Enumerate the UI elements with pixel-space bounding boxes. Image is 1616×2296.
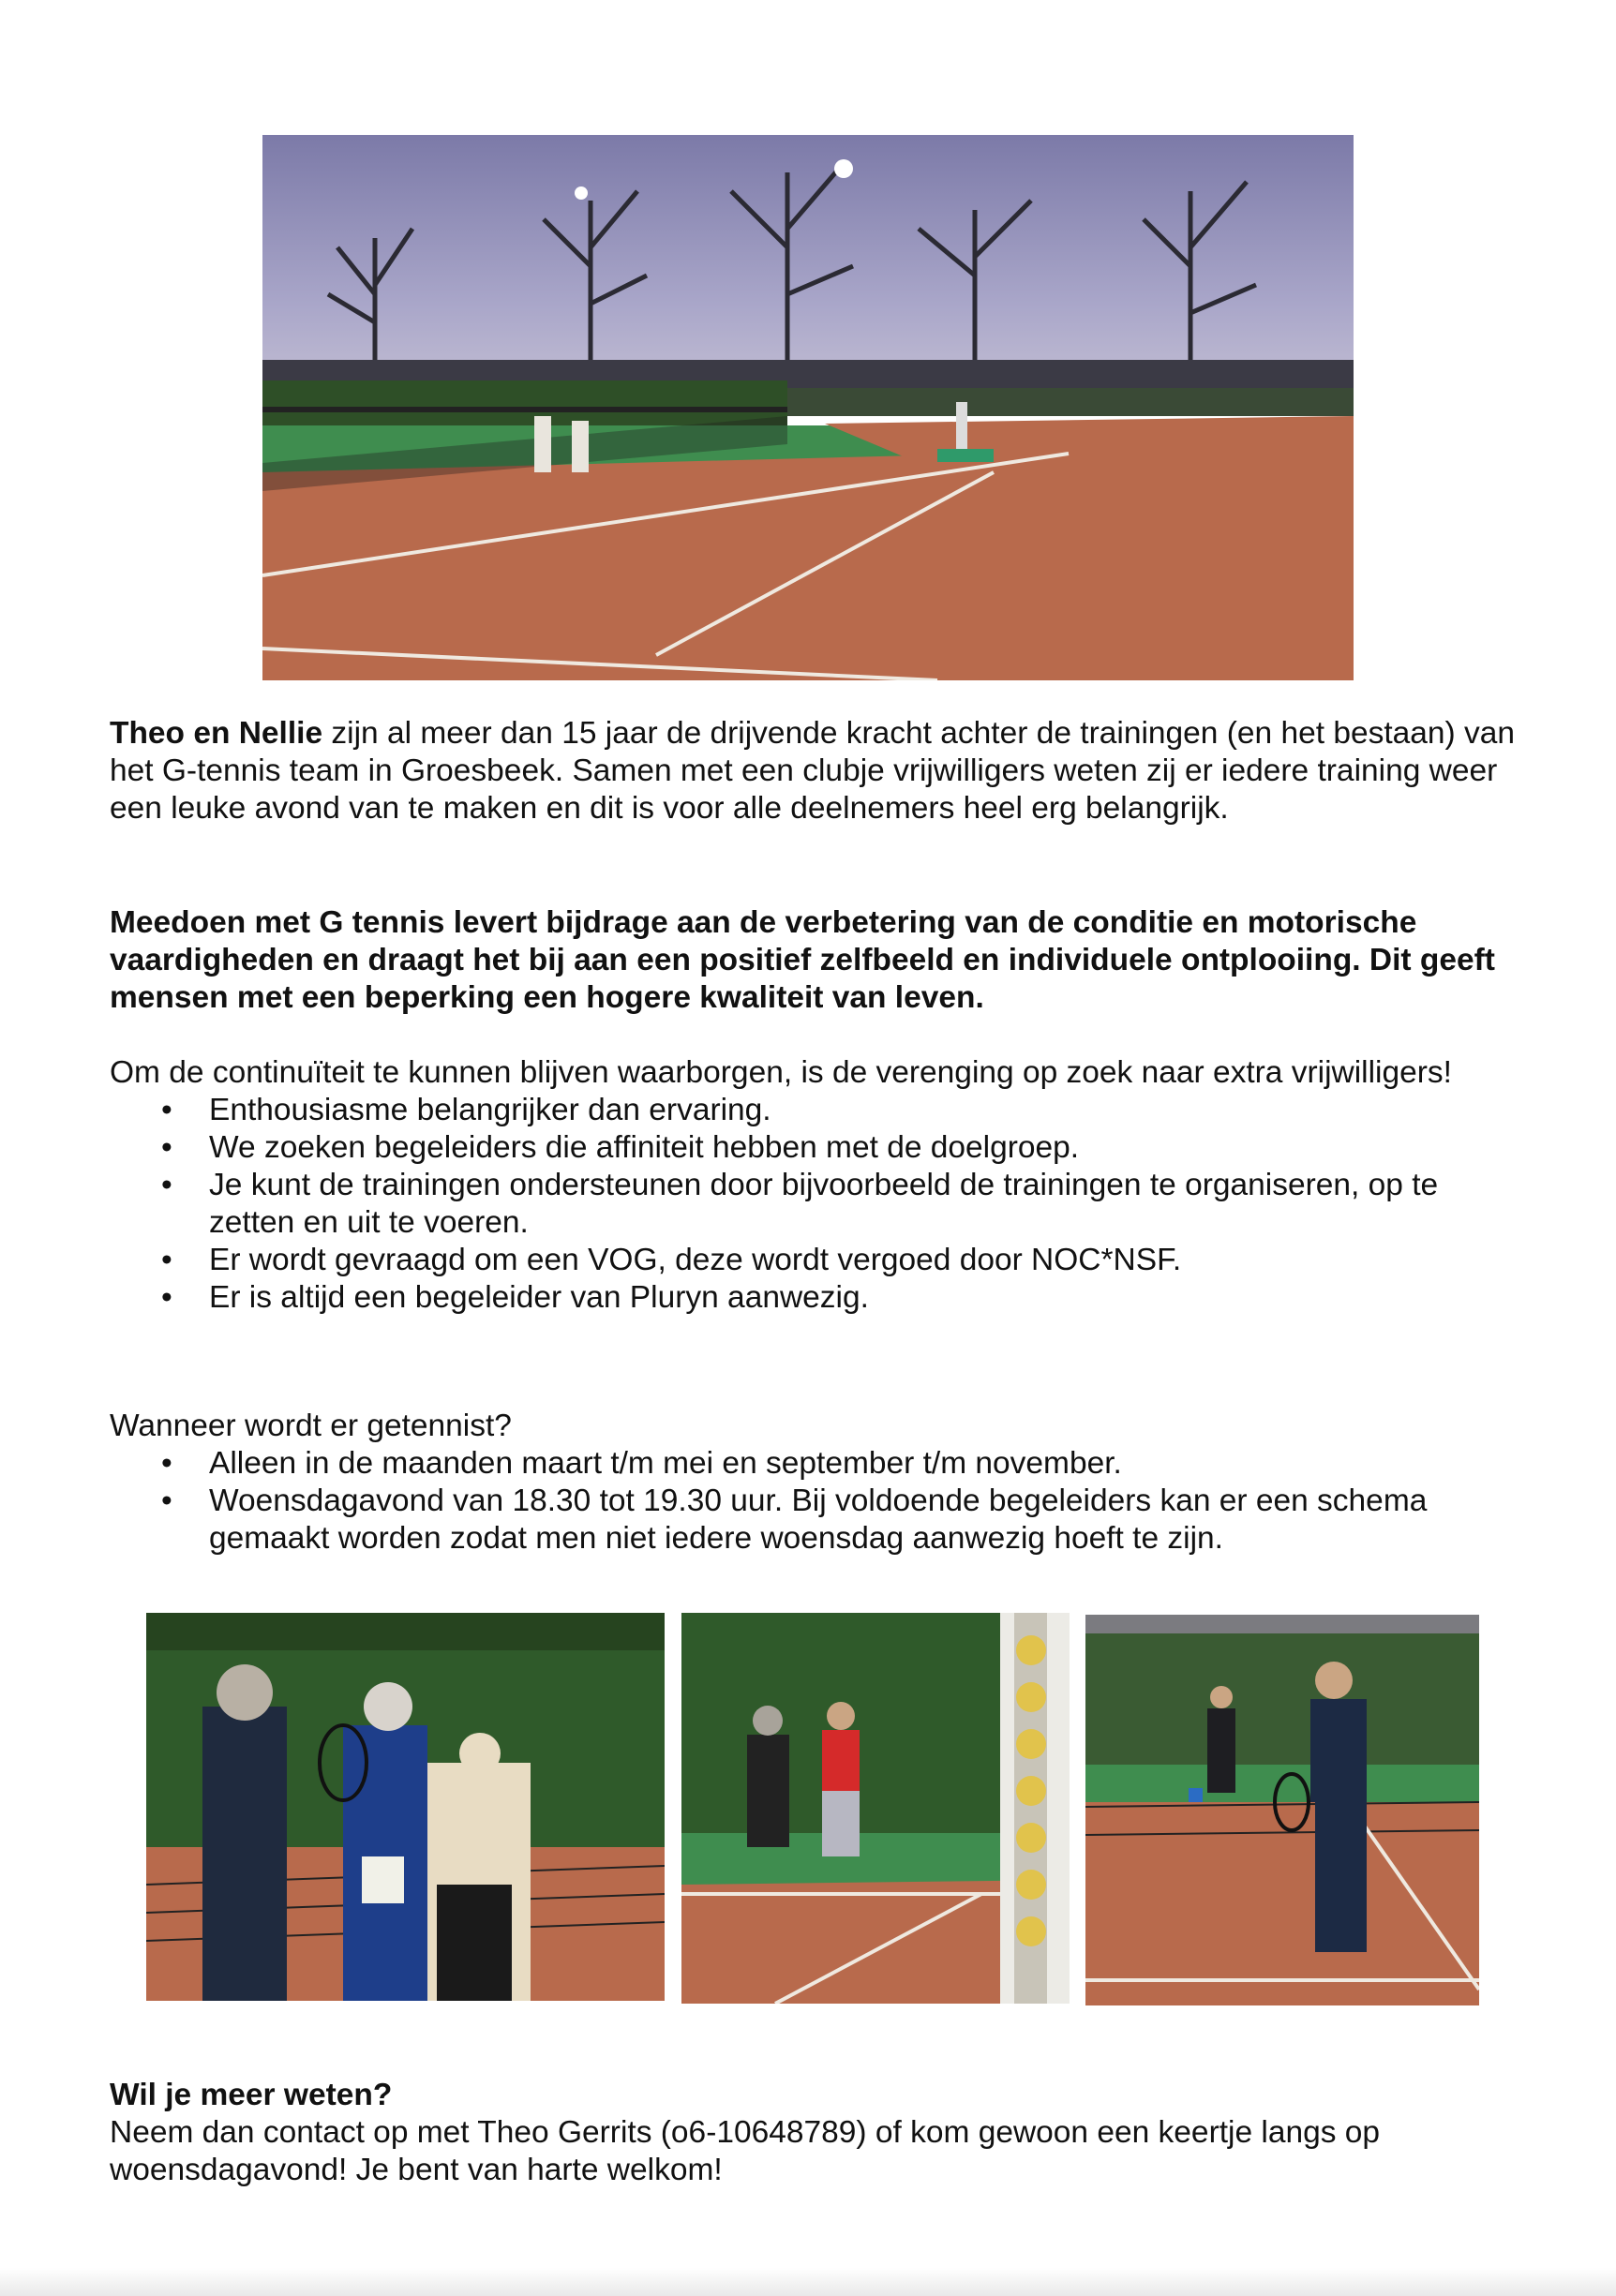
schedule-section — [110, 1408, 1516, 1558]
contact-section — [110, 2077, 1516, 2189]
photo-player-with-racket — [1085, 1615, 1479, 2005]
schedule-question: Wanneer wordt er getennist? — [110, 1409, 512, 1443]
contact-heading: Wil je meer weten? — [110, 2078, 393, 2112]
highlight-paragraph: Meedoen met G tennis levert bijdrage aan de verbetering van de conditie en motorische vaardigheden en draagt het bij aan een positief zelfbeeld en individuele ontplooiing. Dit geeft mensen met een beperking een hogere kwaliteit van leven. — [110, 905, 1495, 1015]
list-item: • Enthousiasme belangrijker dan ervaring. — [110, 1092, 1516, 1129]
list-item: • Woensdagavond van 18.30 tot 19.30 uur. Bij voldoende begeleiders kan er een schema gemaakt worden zodat men niet iedere woensdag aanwezig hoeft te zijn. — [110, 1483, 1516, 1558]
photo-tennis-courts-evening — [262, 135, 1354, 680]
list-item: • We zoeken begeleiders die affiniteit hebben met de doelgroep. — [110, 1129, 1516, 1167]
list-item: • Alleen in de maanden maart t/m mei en september t/m november. — [110, 1445, 1516, 1483]
contact-text: Neem dan contact op met Theo Gerrits (o6-10648789) of kom gewoon een keertje langs op woensdagavond! Je bent van harte welkom! — [110, 2115, 1381, 2187]
volunteers-lead: Om de continuïteit te kunnen blijven waarborgen, is de verenging op zoek naar extra vrijwilligers! — [110, 1055, 1452, 1090]
photo-players-at-net — [146, 1613, 665, 2001]
volunteers-list — [110, 1092, 1516, 1317]
volunteers-section — [110, 1054, 1516, 1317]
intro-names: Theo en Nellie — [110, 716, 323, 751]
list-item: • Er wordt gevraagd om een VOG, deze wordt vergoed door NOC*NSF. — [110, 1242, 1516, 1279]
schedule-list — [110, 1445, 1516, 1558]
intro-text: zijn al meer dan 15 jaar de drijvende kracht achter de trainingen (en het bestaan) van het G-tennis team in Groesbeek. Samen met een clubje vrijwilligers weten zij er iedere training weer een leuke avond van te maken en dit is voor alle deelnemers heel erg belangrijk. — [110, 716, 1516, 826]
page-bottom-shade — [0, 2268, 1616, 2296]
list-item: • Er is altijd een begeleider van Pluryn aanwezig. — [110, 1279, 1516, 1317]
list-item: • Je kunt de trainingen ondersteunen door bijvoorbeeld de trainingen te organiseren, op te zetten en uit te voeren. — [110, 1167, 1516, 1242]
photo-players-on-court — [681, 1613, 1070, 2004]
intro-paragraph — [110, 715, 1516, 827]
